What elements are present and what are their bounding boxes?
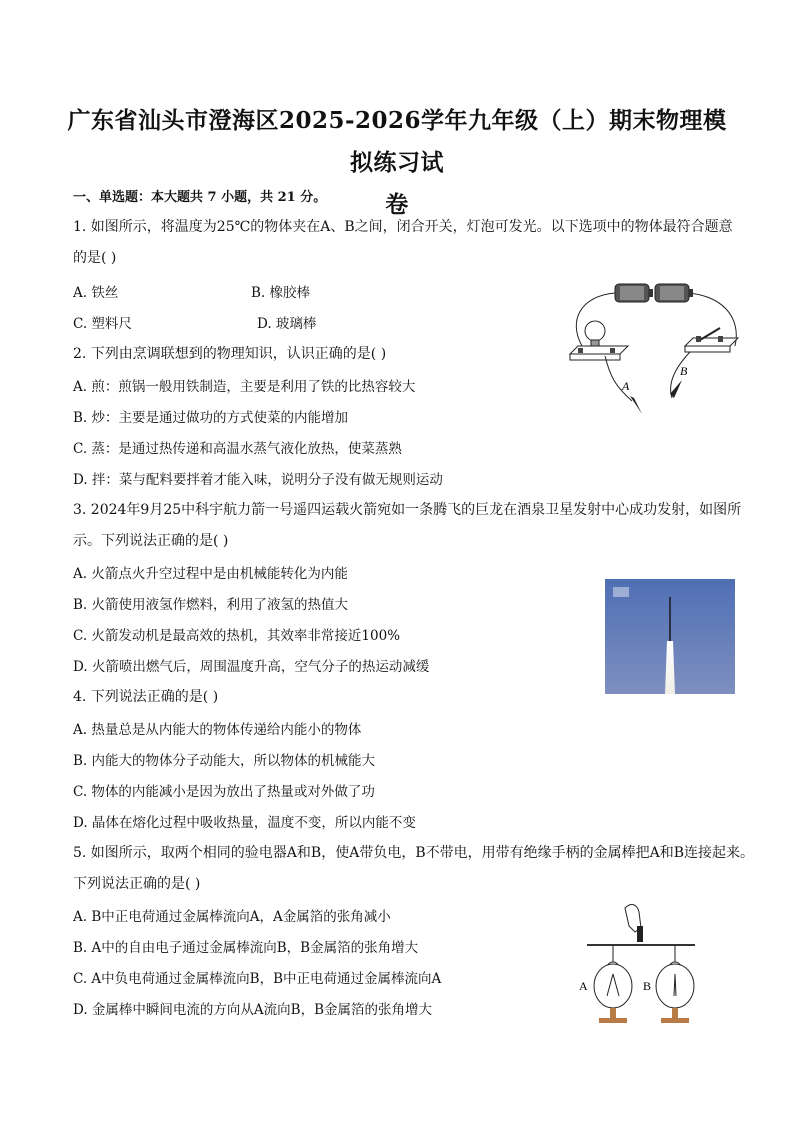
q3-stem-line1: 3. 2024年9月25中科宇航力箭一号遥四运载火箭宛如一条腾飞的巨龙在酒泉卫星发射中心成功发射，如图所: [73, 502, 742, 518]
q3-option-b: B. 火箭使用液氢作燃料，利用了液氢的热值大: [73, 597, 349, 613]
electroscope-label-b: B: [643, 979, 652, 993]
q2-option-c: C. 蒸：是通过热传递和高温水蒸气液化放热，使菜蒸熟: [73, 441, 402, 457]
q4-option-a: A. 热量总是从内能大的物体传递给内能小的物体: [73, 722, 362, 738]
q1-option-b: B. 橡胶棒: [251, 285, 311, 301]
q5-option-d: D. 金属棒中瞬间电流的方向从A流向B，B金属箔的张角增大: [73, 1002, 433, 1018]
q4-option-c: C. 物体的内能减小是因为放出了热量或对外做了功: [73, 784, 375, 800]
clip-a-icon: [630, 396, 642, 414]
q1-stem-line2: 的是( ): [73, 250, 117, 266]
q3-option-a: A. 火箭点火升空过程中是由机械能转化为内能: [73, 566, 348, 582]
q2-option-a: A. 煎：煎锅一般用铁制造，主要是利用了铁的比热容较大: [73, 379, 416, 395]
electroscope-b-icon: [656, 964, 694, 1008]
q5-option-c: C. A中负电荷通过金属棒流向B，B中正电荷通过金属棒流向A: [73, 971, 442, 987]
electroscope-figure: [575, 898, 705, 1028]
q1-option-a: A. 铁丝: [73, 285, 119, 301]
electroscope-a-icon: [594, 964, 632, 1008]
circuit-figure: [560, 276, 750, 424]
q3-option-c: C. 火箭发动机是最高效的热机，其效率非常接近100%: [73, 628, 401, 644]
q5-stem-line1: 5. 如图所示，取两个相同的验电器A和B，使A带负电，B不带电，用带有绝缘手柄的金属棒把A和B连接起来。: [73, 845, 755, 861]
clip-label-b: B: [680, 364, 688, 378]
q1-stem-line1: 1. 如图所示，将温度为25℃的物体夹在A、B之间，闭合开关，灯泡可发光。以下选项中的物体最符合题意: [73, 219, 733, 235]
q2-option-b: B. 炒：主要是通过做功的方式使菜的内能增加: [73, 410, 349, 426]
q3-stem-line2: 示。下列说法正确的是( ): [73, 533, 229, 549]
q5-option-a: A. B中正电荷通过金属棒流向A，A金属箔的张角减小: [73, 909, 391, 925]
q2-stem: 2. 下列由烹调联想到的物理知识，认识正确的是( ): [73, 346, 387, 362]
electroscope-label-a: A: [579, 979, 588, 993]
q5-option-b: B. A中的自由电子通过金属棒流向B，B金属箔的张角增大: [73, 940, 419, 956]
page-title: [60, 100, 734, 226]
bulb-icon: [585, 321, 605, 341]
q5-stem-line2: 下列说法正确的是( ): [73, 876, 201, 892]
q3-option-d: D. 火箭喷出燃气后，周围温度升高，空气分子的热运动减缓: [73, 659, 430, 675]
section-heading: 一、单选题：本大题共 7 小题，共 21 分。: [73, 190, 327, 205]
q4-option-b: B. 内能大的物体分子动能大，所以物体的机械能大: [73, 753, 376, 769]
clip-label-a: A: [622, 379, 630, 393]
title-line-2: 卷: [385, 191, 409, 218]
rocket-launch-photo: [605, 579, 735, 694]
q4-option-d: D. 晶体在熔化过程中吸收热量，温度不变，所以内能不变: [73, 815, 416, 831]
title-line-1: 广东省汕头市澄海区2025-2026学年九年级（上）期末物理模拟练习试: [67, 107, 727, 176]
q4-stem: 4. 下列说法正确的是( ): [73, 689, 219, 705]
q2-option-d: D. 拌：菜与配料要拌着才能入味，说明分子没有做无规则运动: [73, 472, 443, 488]
q1-option-d: D. 玻璃棒: [257, 316, 317, 332]
q1-option-c: C. 塑料尺: [73, 316, 132, 332]
